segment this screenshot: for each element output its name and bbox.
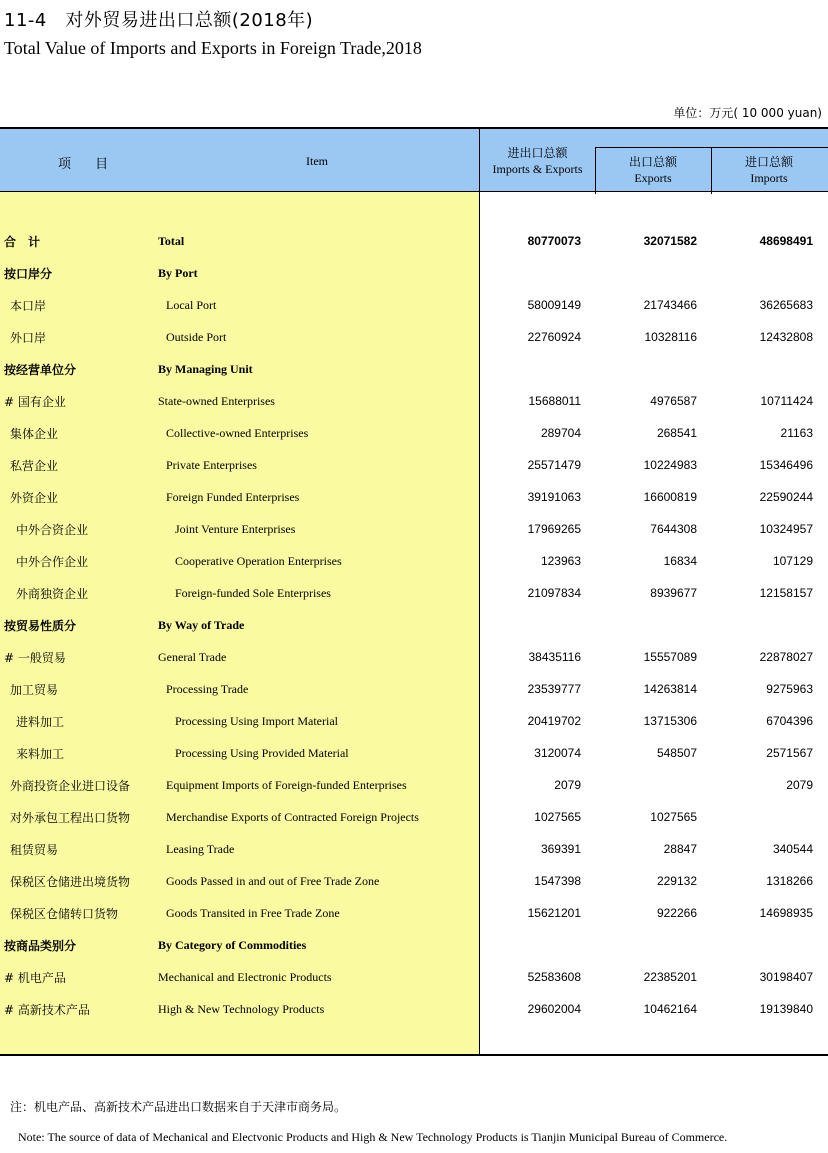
- header-imports-en: Imports: [750, 171, 788, 185]
- row-label-en: General Trade: [158, 650, 227, 664]
- row-label-cn: 来料加工: [16, 747, 65, 761]
- cell-exports: 16834: [663, 554, 697, 568]
- header-total-cn: 进出口总额: [507, 146, 568, 160]
- cell-imports: 30198407: [759, 970, 813, 984]
- table-bottom-rule: [0, 1054, 828, 1056]
- row-label-en: Processing Using Import Material: [175, 714, 338, 728]
- cell-imports-exports: 17969265: [527, 522, 581, 536]
- cell-imports: 22590244: [759, 490, 813, 504]
- cell-imports: 48698491: [759, 234, 813, 248]
- cell-imports: 15346496: [759, 458, 813, 472]
- cell-exports: 21743466: [643, 298, 697, 312]
- header-item-en: Item: [306, 154, 328, 168]
- cell-imports: 14698935: [759, 906, 813, 920]
- cell-imports-exports: 38435116: [528, 650, 581, 664]
- row-label-cn: 外资企业: [10, 491, 59, 505]
- row-label-cn: 按经营单位分: [4, 363, 77, 377]
- cell-exports: 1027565: [650, 810, 697, 824]
- cell-imports-exports: 1547398: [534, 874, 581, 888]
- header-imports: [711, 154, 827, 186]
- header-total: [480, 145, 595, 177]
- cell-imports: 12158157: [759, 586, 813, 600]
- cell-imports: 36265683: [759, 298, 813, 312]
- row-label-cn: 本口岸: [10, 299, 47, 313]
- cell-imports-exports: 123963: [540, 554, 581, 568]
- table-header: [0, 127, 828, 192]
- header-exports: [595, 154, 711, 186]
- cell-imports-exports: 1027565: [534, 810, 581, 824]
- table-row: [0, 774, 828, 794]
- row-label-cn: 集体企业: [10, 427, 59, 441]
- table-row: [0, 742, 828, 762]
- row-label-en: Goods Transited in Free Trade Zone: [166, 906, 340, 920]
- cell-imports-exports: 2079: [554, 778, 581, 792]
- row-label-cn: 保税区仓储进出境货物: [10, 875, 131, 889]
- table-row: [0, 710, 828, 730]
- cell-imports-exports: 3120074: [534, 746, 581, 760]
- table-row: [0, 294, 828, 314]
- row-label-en: By Way of Trade: [158, 618, 245, 632]
- row-label-cn: # 国有企业: [4, 395, 66, 409]
- page-title-cn: 11-4 对外贸易进出口总额(2018年): [4, 10, 314, 31]
- row-label-en: Leasing Trade: [166, 842, 235, 856]
- table-row: [0, 326, 828, 346]
- row-label-en: Cooperative Operation Enterprises: [175, 554, 342, 568]
- row-label-cn: 租赁贸易: [10, 843, 59, 857]
- row-label-cn: 外口岸: [10, 331, 47, 345]
- footnote-en: Note: The source of data of Mechanical and Electvonic Products and High & New Technology Products is Tianjin Municipal Bureau of Commerce.: [18, 1130, 728, 1144]
- cell-imports: 21163: [780, 426, 813, 440]
- row-label-en: Local Port: [166, 298, 217, 312]
- cell-exports: 15557089: [643, 650, 697, 664]
- cell-exports: 10462164: [643, 1002, 697, 1016]
- row-label-en: Collective-owned Enterprises: [166, 426, 309, 440]
- row-label-cn: # 一般贸易: [4, 651, 66, 665]
- row-label-cn: 保税区仓储转口货物: [10, 907, 119, 921]
- cell-imports-exports: 25571479: [527, 458, 581, 472]
- row-label-en: Foreign Funded Enterprises: [166, 490, 300, 504]
- row-label-cn: 按贸易性质分: [4, 619, 77, 633]
- cell-imports: 340544: [772, 842, 813, 856]
- table-row: [0, 358, 828, 378]
- cell-imports-exports: 15688011: [528, 394, 581, 408]
- row-label-cn: 合 计: [4, 235, 41, 249]
- table-row: [0, 390, 828, 410]
- cell-imports: 10711424: [760, 394, 813, 408]
- row-label-en: Private Enterprises: [166, 458, 257, 472]
- cell-imports: 9275963: [766, 682, 813, 696]
- cell-exports: 16600819: [643, 490, 697, 504]
- cell-imports: 107129: [772, 554, 813, 568]
- table-row: [0, 614, 828, 634]
- row-label-en: Mechanical and Electronic Products: [158, 970, 332, 984]
- table-row: [0, 806, 828, 826]
- cell-imports: 6704396: [766, 714, 813, 728]
- cell-exports: 10328116: [644, 330, 697, 344]
- cell-imports-exports: 289704: [540, 426, 581, 440]
- header-total-en: Imports & Exports: [492, 162, 583, 176]
- header-item-cn: 项 目: [58, 157, 119, 172]
- row-label-en: Total: [158, 234, 185, 248]
- row-label-cn: 进料加工: [16, 715, 65, 729]
- table-row: [0, 550, 828, 570]
- page-title-en: Total Value of Imports and Exports in Foreign Trade,2018: [4, 38, 422, 58]
- cell-imports-exports: 39191063: [527, 490, 581, 504]
- cell-imports-exports: 80770073: [527, 234, 581, 248]
- row-label-en: High & New Technology Products: [158, 1002, 325, 1016]
- table-row: [0, 454, 828, 474]
- cell-imports: 2571567: [766, 746, 813, 760]
- cell-imports-exports: 29602004: [527, 1002, 581, 1016]
- cell-exports: 10224983: [643, 458, 697, 472]
- cell-exports: 548507: [656, 746, 697, 760]
- row-label-cn: 对外承包工程出口货物: [10, 811, 131, 825]
- header-exports-en: Exports: [634, 171, 672, 185]
- cell-exports: 8939677: [650, 586, 697, 600]
- row-label-en: Processing Trade: [166, 682, 249, 696]
- cell-exports: 268541: [656, 426, 697, 440]
- cell-imports: 1318266: [766, 874, 813, 888]
- cell-exports: 922266: [656, 906, 697, 920]
- row-label-en: Processing Using Provided Material: [175, 746, 349, 760]
- table-row: [0, 646, 828, 666]
- table-row: [0, 870, 828, 890]
- row-label-en: By Port: [158, 266, 198, 280]
- row-label-cn: 按商品类别分: [4, 939, 77, 953]
- cell-imports: 22878027: [759, 650, 813, 664]
- cell-exports: 32071582: [643, 234, 697, 248]
- row-label-en: Joint Venture Enterprises: [175, 522, 296, 536]
- table-row: [0, 966, 828, 986]
- table-row: [0, 902, 828, 922]
- row-label-cn: # 机电产品: [4, 971, 66, 985]
- cell-imports: 2079: [786, 778, 813, 792]
- row-label-en: State-owned Enterprises: [158, 394, 275, 408]
- cell-exports: 7644308: [650, 522, 697, 536]
- cell-imports-exports: 20419702: [527, 714, 581, 728]
- table-row: [0, 262, 828, 282]
- table-row: [0, 230, 828, 250]
- cell-imports-exports: 369391: [540, 842, 581, 856]
- row-label-cn: 中外合作企业: [16, 555, 89, 569]
- cell-exports: 28847: [663, 842, 697, 856]
- footnote-cn: 注：机电产品、高新技术产品进出口数据来自于天津市商务局。: [10, 1100, 347, 1114]
- row-label-cn: 中外合资企业: [16, 523, 89, 537]
- table-row: [0, 422, 828, 442]
- header-imports-cn: 进口总额: [744, 155, 793, 169]
- row-label-en: By Managing Unit: [158, 362, 253, 376]
- table-row: [0, 582, 828, 602]
- cell-imports: 12432808: [759, 330, 813, 344]
- row-label-en: Goods Passed in and out of Free Trade Zone: [166, 874, 380, 888]
- row-label-en: Equipment Imports of Foreign-funded Enterprises: [166, 778, 407, 792]
- table-row: [0, 934, 828, 954]
- cell-exports: 14263814: [643, 682, 697, 696]
- row-label-en: Merchandise Exports of Contracted Foreign Projects: [166, 810, 419, 824]
- unit-label: 单位：万元( 10 000 yuan): [673, 106, 822, 120]
- table-row: [0, 518, 828, 538]
- cell-imports-exports: 15621201: [527, 906, 581, 920]
- row-label-cn: 私营企业: [10, 459, 59, 473]
- row-label-cn: 加工贸易: [10, 683, 59, 697]
- header-exports-cn: 出口总额: [628, 155, 677, 169]
- cell-imports: 10324957: [759, 522, 813, 536]
- table-row: [0, 838, 828, 858]
- cell-imports-exports: 22760924: [527, 330, 581, 344]
- cell-exports: 22385201: [643, 970, 697, 984]
- row-label-cn: # 高新技术产品: [4, 1003, 90, 1017]
- cell-imports-exports: 58009149: [527, 298, 581, 312]
- data-table: [0, 127, 828, 1056]
- cell-imports-exports: 23539777: [527, 682, 581, 696]
- table-row: [0, 678, 828, 698]
- cell-imports-exports: 52583608: [527, 970, 581, 984]
- row-label-en: Foreign-funded Sole Enterprises: [175, 586, 331, 600]
- cell-imports: 19139840: [759, 1002, 813, 1016]
- cell-exports: 13715306: [643, 714, 697, 728]
- row-label-cn: 按口岸分: [4, 267, 53, 281]
- cell-exports: 4976587: [650, 394, 697, 408]
- cell-imports-exports: 21097834: [527, 586, 581, 600]
- row-label-en: By Category of Commodities: [158, 938, 307, 952]
- row-label-cn: 外商投资企业进口设备: [10, 779, 131, 793]
- row-label-cn: 外商独资企业: [16, 587, 89, 601]
- row-label-en: Outside Port: [166, 330, 227, 344]
- table-row: [0, 998, 828, 1018]
- table-row: [0, 486, 828, 506]
- cell-exports: 229132: [656, 874, 697, 888]
